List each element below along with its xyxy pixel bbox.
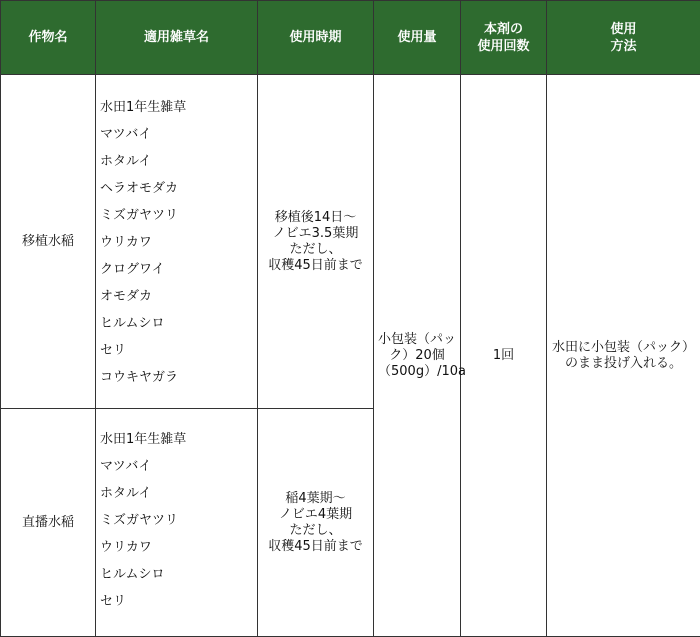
timing-line: 収穫45日前まで [268, 538, 363, 554]
weed-item: ウリカワ [100, 235, 152, 250]
timing-line: ノビエ3.5葉期 [272, 225, 359, 241]
weed-item: セリ [100, 343, 127, 358]
weed-item: マツバイ [100, 127, 152, 142]
weed-item: クログワイ [100, 262, 165, 277]
weed-item: ホタルイ [100, 486, 152, 501]
timing-line: 収穫45日前まで [268, 257, 363, 273]
timing-line: ただし、 [289, 522, 342, 538]
timing-line: ただし、 [289, 241, 342, 257]
header-row [1, 1, 700, 75]
weed-item: ウリカワ [100, 540, 152, 555]
header-count-line: 使用回数 [477, 38, 530, 54]
crop-cell: 移植水稲 [1, 75, 96, 409]
weed-item: ミズガヤツリ [100, 208, 179, 223]
timing-line: 移植後14日～ [274, 209, 357, 225]
header-method [547, 1, 700, 75]
header-count-line: 本剤の [483, 21, 523, 37]
table-row [1, 75, 700, 409]
header-count [461, 1, 547, 75]
method-cell [547, 75, 700, 637]
weed-item: ヒルムシロ [100, 567, 165, 582]
weed-item: 水田1年生雑草 [100, 100, 187, 115]
weed-item: ミズガヤツリ [100, 513, 179, 528]
weed-item: 水田1年生雑草 [100, 432, 187, 447]
method-line: 水田に小包装（パック） [551, 339, 695, 355]
amount-line: （500g）/10a [378, 363, 466, 379]
header-crop: 作物名 [1, 1, 96, 75]
weeds-cell [96, 409, 258, 637]
timing-cell [258, 75, 374, 409]
timing-cell [258, 409, 374, 637]
weed-item: コウキヤガラ [100, 370, 179, 385]
weed-item: セリ [100, 594, 127, 609]
weed-item: ヘラオモダカ [100, 181, 179, 196]
weeds-cell [96, 75, 258, 409]
method-line: のまま投げ入れる。 [564, 355, 682, 371]
weed-item: ヒルムシロ [100, 316, 165, 331]
header-weeds: 適用雑草名 [96, 1, 258, 75]
weed-item: オモダカ [100, 289, 153, 304]
count-cell: 1回 [461, 75, 547, 637]
amount-cell [374, 75, 466, 637]
crop-cell: 直播水稲 [1, 409, 96, 637]
weed-item: マツバイ [100, 459, 152, 474]
weed-item: ホタルイ [100, 154, 152, 169]
amount-line: 小包装（パッ [378, 331, 457, 347]
timing-line: ノビエ4葉期 [278, 506, 353, 522]
header-amount: 使用量 [374, 1, 461, 75]
header-timing: 使用時期 [258, 1, 374, 75]
timing-line: 稲4葉期～ [285, 490, 346, 506]
header-method-line: 使用 [610, 21, 637, 37]
amount-line: ク）20個 [389, 347, 445, 363]
header-method-line: 方法 [610, 38, 637, 54]
